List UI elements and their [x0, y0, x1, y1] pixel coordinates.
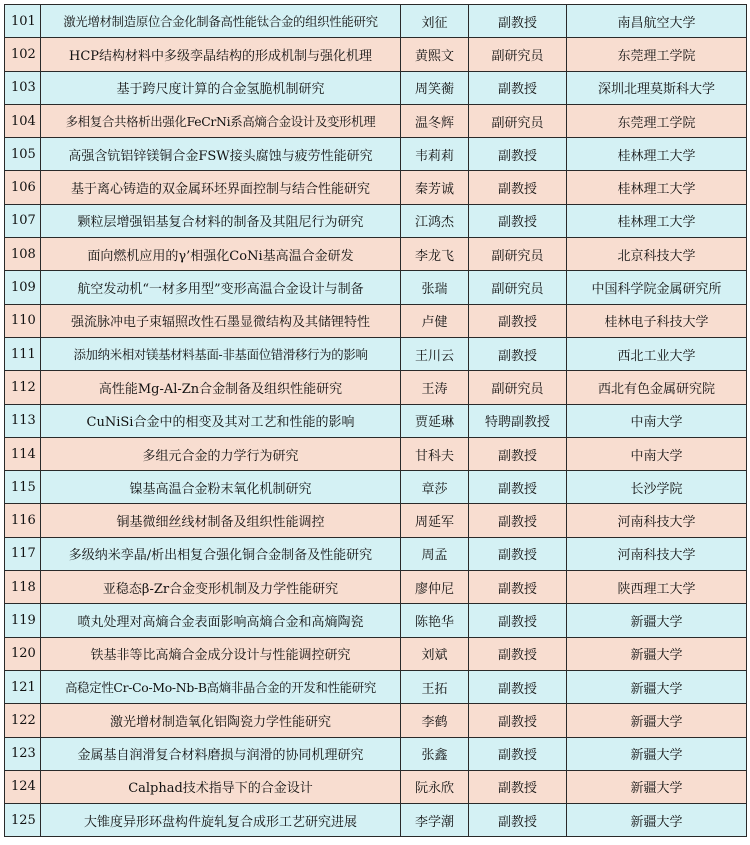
report-title: CuNiSi合金中的相变及其对工艺和性能的影响: [41, 404, 401, 437]
speaker-rank: 副教授: [469, 571, 567, 604]
speaker-rank: 副教授: [469, 770, 567, 803]
speaker-affiliation: 河南科技大学: [567, 537, 747, 570]
speaker-rank: 副教授: [469, 138, 567, 171]
speaker-affiliation: 河南科技大学: [567, 504, 747, 537]
report-title: 亚稳态β-Zr合金变形机制及力学性能研究: [41, 571, 401, 604]
speaker-name: 阮永欣: [401, 770, 469, 803]
table-row: [5, 670, 747, 703]
speaker-affiliation: 长沙学院: [567, 471, 747, 504]
speaker-name: 章莎: [401, 471, 469, 504]
speaker-rank: 副教授: [469, 704, 567, 737]
report-title: 高性能Mg-Al-Zn合金制备及组织性能研究: [41, 371, 401, 404]
report-title: 多组元合金的力学行为研究: [41, 437, 401, 470]
speaker-rank: 副教授: [469, 737, 567, 770]
row-number: 124: [5, 770, 41, 803]
report-table-body: [5, 5, 747, 837]
speaker-affiliation: 新疆大学: [567, 604, 747, 637]
table-row: [5, 371, 747, 404]
speaker-rank: 副教授: [469, 637, 567, 670]
row-number: 115: [5, 471, 41, 504]
speaker-name: 江鸿杰: [401, 204, 469, 237]
speaker-name: 王涛: [401, 371, 469, 404]
report-title: 航空发动机“一材多用型”变形高温合金设计与制备: [41, 271, 401, 304]
report-title: 颗粒层增强铝基复合材料的制备及其阻尼行为研究: [41, 204, 401, 237]
report-title: 金属基自润滑复合材料磨损与润滑的协同机理研究: [41, 737, 401, 770]
table-row: [5, 504, 747, 537]
table-row: [5, 271, 747, 304]
speaker-affiliation: 新疆大学: [567, 770, 747, 803]
speaker-affiliation: 桂林理工大学: [567, 138, 747, 171]
row-number: 109: [5, 271, 41, 304]
report-title: 基于离心铸造的双金属环坯界面控制与结合性能研究: [41, 171, 401, 204]
speaker-affiliation: 西北工业大学: [567, 337, 747, 370]
speaker-rank: 副研究员: [469, 104, 567, 137]
table-row: [5, 604, 747, 637]
table-row: [5, 304, 747, 337]
speaker-rank: 副教授: [469, 537, 567, 570]
report-title: 激光增材制造氧化铝陶瓷力学性能研究: [41, 704, 401, 737]
speaker-affiliation: 新疆大学: [567, 637, 747, 670]
report-title: 多级纳米孪晶/析出相复合强化铜合金制备及性能研究: [41, 537, 401, 570]
speaker-name: 王拓: [401, 670, 469, 703]
speaker-rank: 副研究员: [469, 38, 567, 71]
report-title: HCP结构材料中多级孪晶结构的形成机制与强化机理: [41, 38, 401, 71]
speaker-affiliation: 中南大学: [567, 437, 747, 470]
report-title: 激光增材制造原位合金化制备高性能钛合金的组织性能研究: [41, 5, 401, 38]
speaker-rank: 副教授: [469, 804, 567, 837]
speaker-affiliation: 北京科技大学: [567, 238, 747, 271]
row-number: 116: [5, 504, 41, 537]
report-title: 大锥度异形环盘构件旋轧复合成形工艺研究进展: [41, 804, 401, 837]
row-number: 112: [5, 371, 41, 404]
row-number: 103: [5, 71, 41, 104]
speaker-rank: 副教授: [469, 337, 567, 370]
speaker-rank: 副教授: [469, 437, 567, 470]
table-row: [5, 404, 747, 437]
speaker-affiliation: 桂林电子科技大学: [567, 304, 747, 337]
table-row: [5, 637, 747, 670]
speaker-rank: 副教授: [469, 204, 567, 237]
speaker-rank: 副教授: [469, 670, 567, 703]
speaker-affiliation: 新疆大学: [567, 737, 747, 770]
speaker-rank: 副教授: [469, 604, 567, 637]
speaker-name: 刘斌: [401, 637, 469, 670]
table-row: [5, 770, 747, 803]
speaker-name: 黄熙文: [401, 38, 469, 71]
row-number: 108: [5, 238, 41, 271]
speaker-affiliation: 中国科学院金属研究所: [567, 271, 747, 304]
report-title: 铁基非等比高熵合金成分设计与性能调控研究: [41, 637, 401, 670]
speaker-affiliation: 东莞理工学院: [567, 38, 747, 71]
report-title: 多相复合共格析出强化FeCrNi系高熵合金设计及变形机理: [41, 104, 401, 137]
report-title: 高稳定性Cr-Co-Mo-Nb-B高熵非晶合金的开发和性能研究: [41, 670, 401, 703]
speaker-rank: 副研究员: [469, 271, 567, 304]
speaker-name: 温冬辉: [401, 104, 469, 137]
speaker-name: 刘征: [401, 5, 469, 38]
row-number: 105: [5, 138, 41, 171]
table-row: [5, 238, 747, 271]
table-row: [5, 471, 747, 504]
row-number: 104: [5, 104, 41, 137]
speaker-name: 张鑫: [401, 737, 469, 770]
speaker-name: 周孟: [401, 537, 469, 570]
row-number: 111: [5, 337, 41, 370]
report-title: 添加纳米相对镁基材料基面-非基面位错滑移行为的影响: [41, 337, 401, 370]
table-row: [5, 104, 747, 137]
table-row: [5, 571, 747, 604]
speaker-name: 李龙飞: [401, 238, 469, 271]
row-number: 107: [5, 204, 41, 237]
speaker-rank: 副教授: [469, 471, 567, 504]
row-number: 122: [5, 704, 41, 737]
row-number: 125: [5, 804, 41, 837]
speaker-name: 李学潮: [401, 804, 469, 837]
row-number: 119: [5, 604, 41, 637]
speaker-name: 周笑蘅: [401, 71, 469, 104]
speaker-rank: 副教授: [469, 171, 567, 204]
speaker-name: 周延军: [401, 504, 469, 537]
speaker-name: 李鹤: [401, 704, 469, 737]
speaker-affiliation: 西北有色金属研究院: [567, 371, 747, 404]
speaker-name: 卢健: [401, 304, 469, 337]
speaker-affiliation: 东莞理工学院: [567, 104, 747, 137]
row-number: 118: [5, 571, 41, 604]
speaker-name: 贾延琳: [401, 404, 469, 437]
row-number: 114: [5, 437, 41, 470]
speaker-affiliation: 深圳北理莫斯科大学: [567, 71, 747, 104]
speaker-rank: 副教授: [469, 5, 567, 38]
report-title: 基于跨尺度计算的合金氢脆机制研究: [41, 71, 401, 104]
speaker-affiliation: 新疆大学: [567, 670, 747, 703]
speaker-rank: 副教授: [469, 504, 567, 537]
row-number: 121: [5, 670, 41, 703]
row-number: 120: [5, 637, 41, 670]
report-title: 喷丸处理对高熵合金表面影响高熵合金和高熵陶瓷: [41, 604, 401, 637]
speaker-rank: 特聘副教授: [469, 404, 567, 437]
speaker-rank: 副教授: [469, 304, 567, 337]
table-row: [5, 704, 747, 737]
report-title: Calphad技术指导下的合金设计: [41, 770, 401, 803]
speaker-affiliation: 中南大学: [567, 404, 747, 437]
report-table: [4, 4, 747, 837]
row-number: 101: [5, 5, 41, 38]
table-row: [5, 737, 747, 770]
speaker-name: 陈艳华: [401, 604, 469, 637]
speaker-rank: 副研究员: [469, 371, 567, 404]
speaker-name: 王川云: [401, 337, 469, 370]
report-title: 高强含钪铝锌镁铜合金FSW接头腐蚀与疲劳性能研究: [41, 138, 401, 171]
speaker-rank: 副研究员: [469, 238, 567, 271]
speaker-affiliation: 南昌航空大学: [567, 5, 747, 38]
row-number: 113: [5, 404, 41, 437]
report-title: 面向燃机应用的γ’相强化CoNi基高温合金研发: [41, 238, 401, 271]
table-row: [5, 537, 747, 570]
row-number: 123: [5, 737, 41, 770]
report-title: 铜基微细丝线材制备及组织性能调控: [41, 504, 401, 537]
report-title: 强流脉冲电子束辐照改性石墨显微结构及其储锂特性: [41, 304, 401, 337]
report-title: 镍基高温合金粉末氧化机制研究: [41, 471, 401, 504]
table-row: [5, 337, 747, 370]
row-number: 106: [5, 171, 41, 204]
speaker-name: 韦莉莉: [401, 138, 469, 171]
speaker-affiliation: 新疆大学: [567, 804, 747, 837]
table-row: [5, 5, 747, 38]
row-number: 117: [5, 537, 41, 570]
table-row: [5, 38, 747, 71]
row-number: 110: [5, 304, 41, 337]
table-row: [5, 138, 747, 171]
speaker-rank: 副教授: [469, 71, 567, 104]
speaker-name: 张瑞: [401, 271, 469, 304]
table-row: [5, 71, 747, 104]
speaker-name: 秦芳诚: [401, 171, 469, 204]
speaker-affiliation: 桂林理工大学: [567, 171, 747, 204]
speaker-affiliation: 桂林理工大学: [567, 204, 747, 237]
table-row: [5, 804, 747, 837]
speaker-affiliation: 新疆大学: [567, 704, 747, 737]
row-number: 102: [5, 38, 41, 71]
speaker-name: 廖仲尼: [401, 571, 469, 604]
table-row: [5, 171, 747, 204]
table-row: [5, 437, 747, 470]
speaker-name: 甘科夫: [401, 437, 469, 470]
table-row: [5, 204, 747, 237]
speaker-affiliation: 陕西理工大学: [567, 571, 747, 604]
